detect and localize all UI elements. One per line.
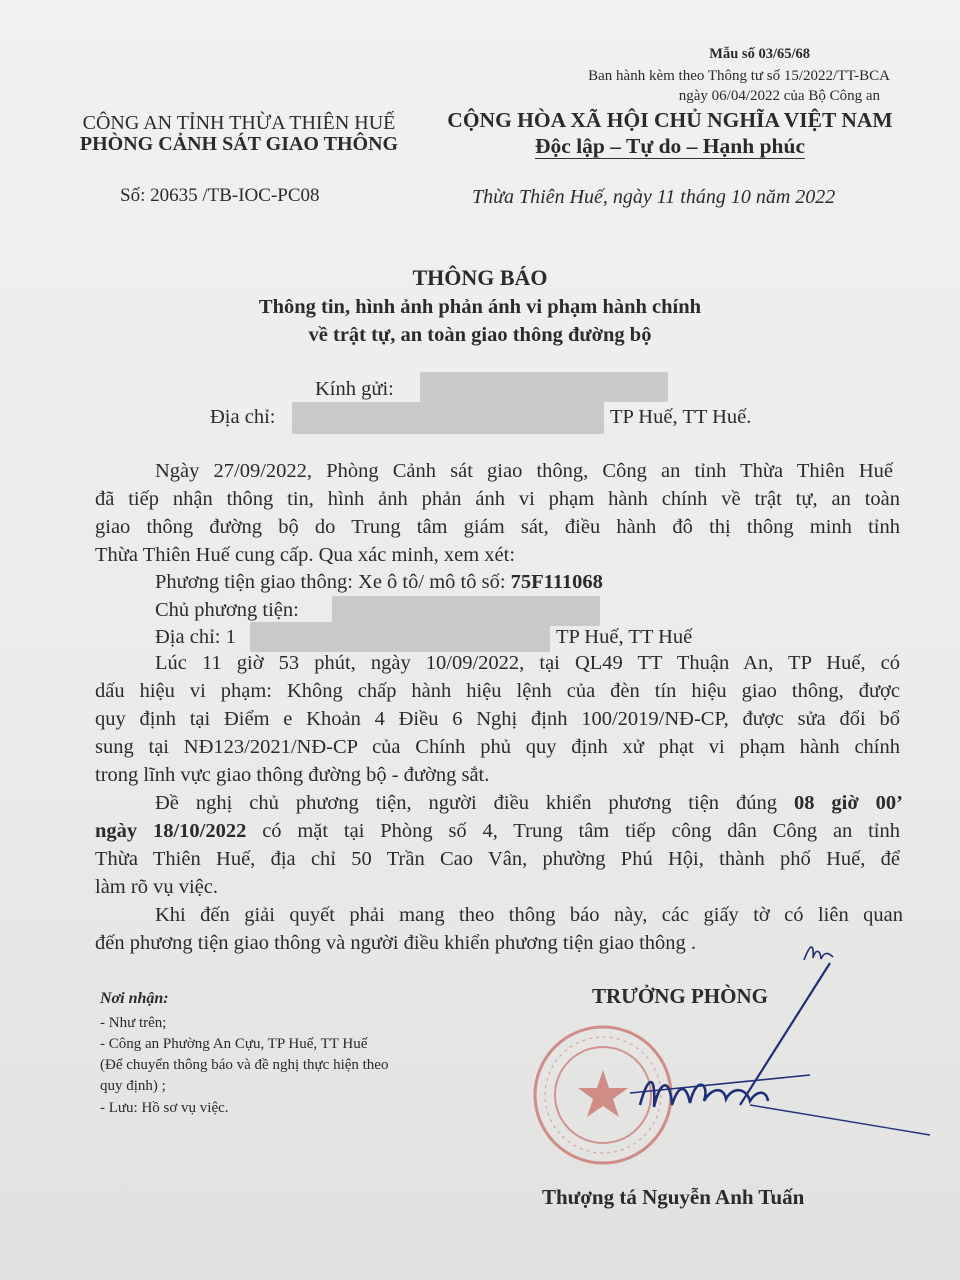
vehicle-plate: 75F111068 (510, 571, 603, 593)
redacted-recipient-name (420, 372, 668, 402)
nation-title: CỘNG HÒA XÃ HỘI CHỦ NGHĨA VIỆT NAM (447, 108, 893, 132)
vehicle-line (155, 571, 603, 594)
notice-subtitle-2: về trật tự, an toàn giao thông đường bộ (308, 324, 652, 346)
owner-address-label: Địa chỉ: 1 (155, 626, 236, 648)
receivers-item-1: - Như trên; (100, 1015, 167, 1031)
vehicle-label: Phương tiện giao thông: Xe ô tô/ mô tô số: (155, 571, 511, 593)
body-p1-line2: đã tiếp nhận thông tin, hình ảnh phản ánh vi phạm hành chính về trật tự, an toàn (95, 488, 900, 510)
p3-text-b: có mặt tại Phòng số 4, Trung tâm tiếp công dân Công an tỉnh (246, 820, 901, 842)
form-number: Mẫu số 03/65/68 (709, 46, 810, 62)
nation-motto (440, 134, 900, 159)
document-number: Số: 20635 /TB-IOC-PC08 (120, 185, 320, 206)
receivers-item-3a: (Để chuyển thông báo và đề nghị thực hiện theo (100, 1057, 389, 1073)
notice-subtitle-1: Thông tin, hình ảnh phản ánh vi phạm hành chính (258, 296, 702, 318)
nation-motto-text: Độc lập – Tự do – Hạnh phúc (535, 134, 805, 158)
notice-title: THÔNG BÁO (412, 265, 548, 290)
receivers-item-2: - Công an Phường An Cựu, TP Huế, TT Huế (100, 1036, 368, 1052)
issued-by-line-1: Ban hành kèm theo Thông tư số 15/2022/TT-BCA (588, 68, 890, 84)
p3-text-a: Đề nghị chủ phương tiện, người điều khiển phương tiện đúng (155, 792, 794, 814)
body-p1-line4: Thừa Thiên Huế cung cấp. Qua xác minh, xem xét: (95, 544, 516, 566)
body-p2-line2: dấu hiệu vi phạm: Không chấp hành hiệu lệnh của đèn tín hiệu giao thông, được (95, 680, 900, 702)
receivers-item-3b: quy định) ; (100, 1078, 166, 1094)
receivers-label: Nơi nhận: (100, 990, 169, 1007)
body-p3-line1 (155, 792, 903, 815)
body-p1-line3: giao thông đường bộ do Trung tâm giám sát, điều hành đô thị thông minh tỉnh (95, 516, 900, 538)
agency-department: PHÒNG CẢNH SÁT GIAO THÔNG (79, 133, 399, 155)
body-p2-line4: sung tại NĐ123/2021/NĐ-CP của Chính phủ quy định xử phạt vi phạm hành chính (95, 736, 900, 758)
body-p4-line1: Khi đến giải quyết phải mang theo thông báo này, các giấy tờ có liên quan (155, 904, 903, 926)
body-p3-line3: Thừa Thiên Huế, địa chỉ 50 Trần Cao Vân, phường Phú Hội, thành phố Huế, để (95, 848, 900, 870)
signer-role: TRƯỞNG PHÒNG (592, 984, 768, 1008)
place-date: Thừa Thiên Huế, ngày 11 tháng 10 năm 2022 (472, 186, 836, 208)
handwritten-signature (600, 955, 930, 1155)
to-label: Kính gửi: (315, 378, 394, 400)
body-p2-line1: Lúc 11 giờ 53 phút, ngày 10/09/2022, tại QL49 TT Thuận An, TP Huế, có (155, 652, 900, 674)
appointment-date: ngày 18/10/2022 (95, 820, 247, 842)
redacted-recipient-address (292, 402, 604, 434)
body-p4-line2: đến phương tiện giao thông và người điều khiển phương tiện giao thông . (95, 932, 697, 954)
body-p3-line4: làm rõ vụ việc. (95, 876, 218, 898)
body-p2-line3: quy định tại Điểm e Khoản 4 Điều 6 Nghị định 100/2019/NĐ-CP, được sửa đổi bổ (95, 708, 900, 730)
appointment-time: 08 giờ 00’ (793, 792, 903, 814)
issued-by-line-2: ngày 06/04/2022 của Bộ Công an (678, 88, 880, 104)
signer-name: Thượng tá Nguyễn Anh Tuấn (542, 1185, 805, 1209)
agency-name: CÔNG AN TỈNH THỪA THIÊN HUẾ (82, 112, 396, 134)
address-label: Địa chỉ: (210, 406, 276, 428)
receivers-item-4: - Lưu: Hồ sơ vụ việc. (100, 1100, 229, 1116)
body-p1-line1: Ngày 27/09/2022, Phòng Cảnh sát giao thông, Công an tỉnh Thừa Thiên Huế (155, 460, 893, 482)
owner-label: Chủ phương tiện: (155, 599, 299, 621)
body-p3-line2 (95, 820, 900, 843)
redacted-owner-address (250, 622, 550, 652)
body-p2-line5: trong lĩnh vực giao thông đường bộ - đường sắt. (95, 764, 490, 786)
address-suffix: TP Huế, TT Huế. (610, 406, 752, 428)
owner-address-suffix: TP Huế, TT Huế (556, 626, 693, 648)
